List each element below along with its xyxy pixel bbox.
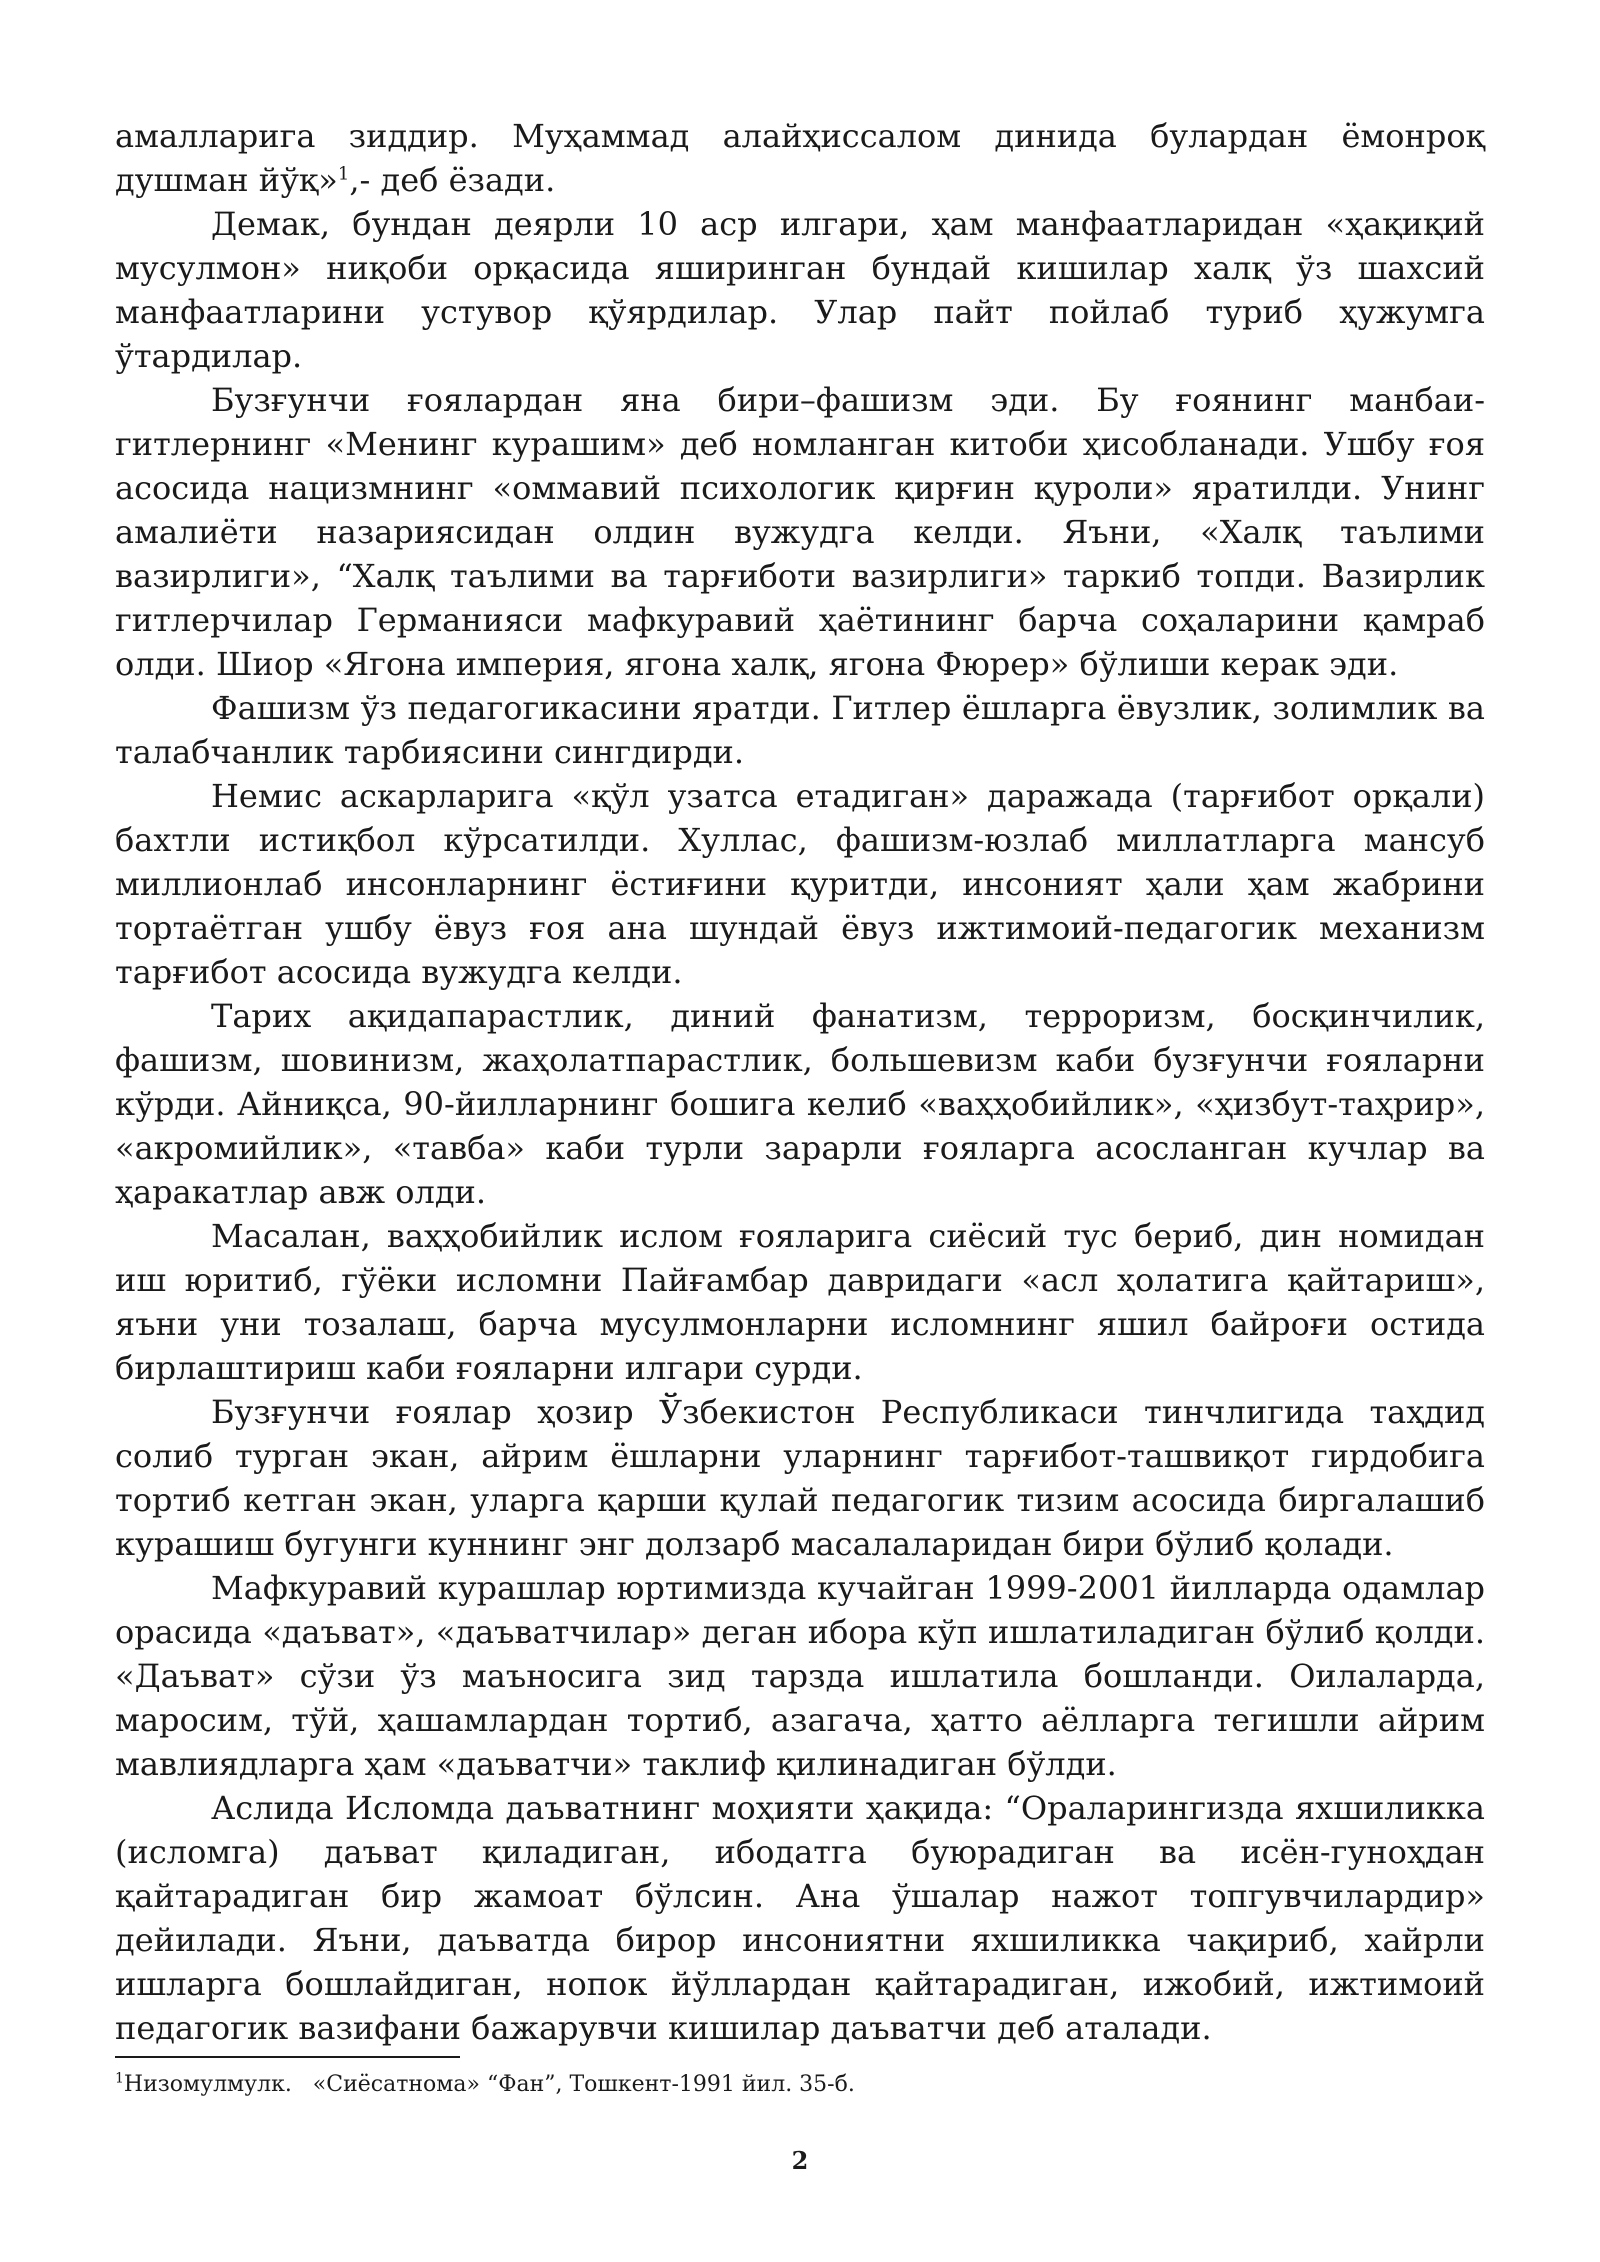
paragraph-text: Бузғунчи ғоялардан яна бири–фашизм эди. Бу ғоянинг манбаи-гитлернинг «Менинг курашим» деб номланган китоби ҳисобланади. Ушбу ғоя асосида нацизмнинг «оммавий психологик қирғин қуроли» яратилди. Унинг амалиёти назариясидан олдин вужудга келди. Яъни, «Халқ таълими вазирлиги», “Халқ таълими ва тарғиботи вазирлиги» таркиб топди. Вазирлик гитлерчилар Германияси мафкуравий ҳаётининг барча соҳаларини қамраб олди. Шиор «Ягона империя, ягона халқ, ягона Фюрер» бўлиши керак эди.: [115, 381, 1485, 683]
paragraph-1: [115, 114, 1485, 202]
paragraph-9: [115, 1566, 1485, 1786]
paragraph-text: Бузғунчи ғоялар ҳозир Ўзбекистон Республикаси тинчлигида таҳдид солиб турган экан, айрим ёшларни уларнинг тарғибот-ташвиқот гирдобига тортиб кетган экан, уларга қарши қулай педагогик тизим асосида биргалашиб курашиш бугунги куннинг энг долзарб масалаларидан бири бўлиб қолади.: [115, 1393, 1485, 1563]
paragraph-3: [115, 378, 1485, 686]
footnote-separator: [115, 2056, 460, 2058]
paragraph-text: Масалан, ваҳҳобийлик ислом ғояларига сиёсий тус бериб, дин номидан иш юритиб, гўёки исломни Пайғамбар давридаги «асл ҳолатига қайтариш», яъни уни тозалаш, барча мусулмонларни исломнинг яшил байроғи остида бирлаштириш каби ғояларни илгари сурди.: [115, 1217, 1485, 1387]
paragraph-text: Аслида Исломда даъватнинг моҳияти ҳақида: “Ораларингизда яхшиликка (исломга) даъват қиладиган, ибодатга буюрадиган ва исён-гуноҳдан қайтарадиган бир жамоат бўлсин. Ана ўшалар нажот топгувчилардир» дейилади. Яъни, даъватда бирор инсониятни яхшиликка чақириб, хайрли ишларга бошлайдиган, нопок йўллардан қайтарадиган, ижобий, ижтимоий педагогик вазифани бажарувчи кишилар даъватчи деб аталади.: [115, 1789, 1485, 2047]
paragraph-7: [115, 1214, 1485, 1390]
paragraph-8: [115, 1390, 1485, 1566]
document-body: [115, 114, 1485, 2050]
paragraph-text: амалларига зиддир. Муҳаммад алайҳиссалом динида булардан ёмонроқ душман йўқ»: [115, 117, 1485, 199]
paragraph-text: Немис аскарларига «қўл узатса етадиган» даражада (тарғибот орқали) бахтли истиқбол кўрсатилди. Хуллас, фашизм-юзлаб миллатларга мансуб миллионлаб инсонларнинг ёстиғини қуритди, инсоният ҳали ҳам жабрини тортаётган ушбу ёвуз ғоя ана шундай ёвуз ижтимоий-педагогик механизм тарғибот асосида вужудга келди.: [115, 777, 1485, 991]
footnote-text: Низомулмулк. «Сиёсатнома» “Фан”, Тошкент-1991 йил. 35-б.: [123, 2072, 855, 2097]
footnote-marker: 1: [115, 2070, 124, 2087]
paragraph-text: Мафкуравий курашлар юртимизда кучайган 1999-2001 йилларда одамлар орасида «даъват», «даъватчилар» деган ибора кўп ишлатиладиган бўлиб қолди. «Даъват» сўзи ўз маъносига зид тарзда ишлатила бошланди. Оилаларда, маросим, тўй, ҳашамлардан тортиб, азагача, ҳатто аёлларга тегишли айрим мавлиядларга ҳам «даъватчи» таклиф қилинадиган бўлди.: [115, 1569, 1485, 1783]
paragraph-text: Демак, бундан деярли 10 аср илгари, ҳам манфаатларидан «ҳақиқий мусулмон» ниқоби орқасида яширинган бундай кишилар халқ ўз шахсий манфаатларини устувор қўярдилар. Улар пайт пойлаб туриб ҳужумга ўтардилар.: [115, 205, 1485, 375]
paragraph-4: [115, 686, 1485, 774]
paragraph-text: Тарих ақидапарастлик, диний фанатизм, терроризм, босқинчилик, фашизм, шовинизм, жаҳолатпарастлик, большевизм каби бузғунчи ғояларни кўрди. Айниқса, 90-йилларнинг бошига келиб «ваҳҳобийлик», «ҳизбут-таҳрир», «акромийлик», «тавба» каби турли зарарли ғояларга асосланган кучлар ва ҳаракатлар авж олди.: [115, 997, 1485, 1211]
paragraph-10: [115, 1786, 1485, 2050]
footnote: [115, 2070, 855, 2100]
paragraph-2: [115, 202, 1485, 378]
paragraph-5: [115, 774, 1485, 994]
page-number: 2: [791, 2146, 809, 2175]
footnote-reference[interactable]: 1: [337, 163, 350, 185]
paragraph-text: Фашизм ўз педагогикасини яратди. Гитлер ёшларга ёвузлик, золимлик ва талабчанлик тарбиясини сингдирди.: [115, 689, 1485, 771]
paragraph-text: ,- деб ёзади.: [349, 161, 556, 199]
paragraph-6: [115, 994, 1485, 1214]
